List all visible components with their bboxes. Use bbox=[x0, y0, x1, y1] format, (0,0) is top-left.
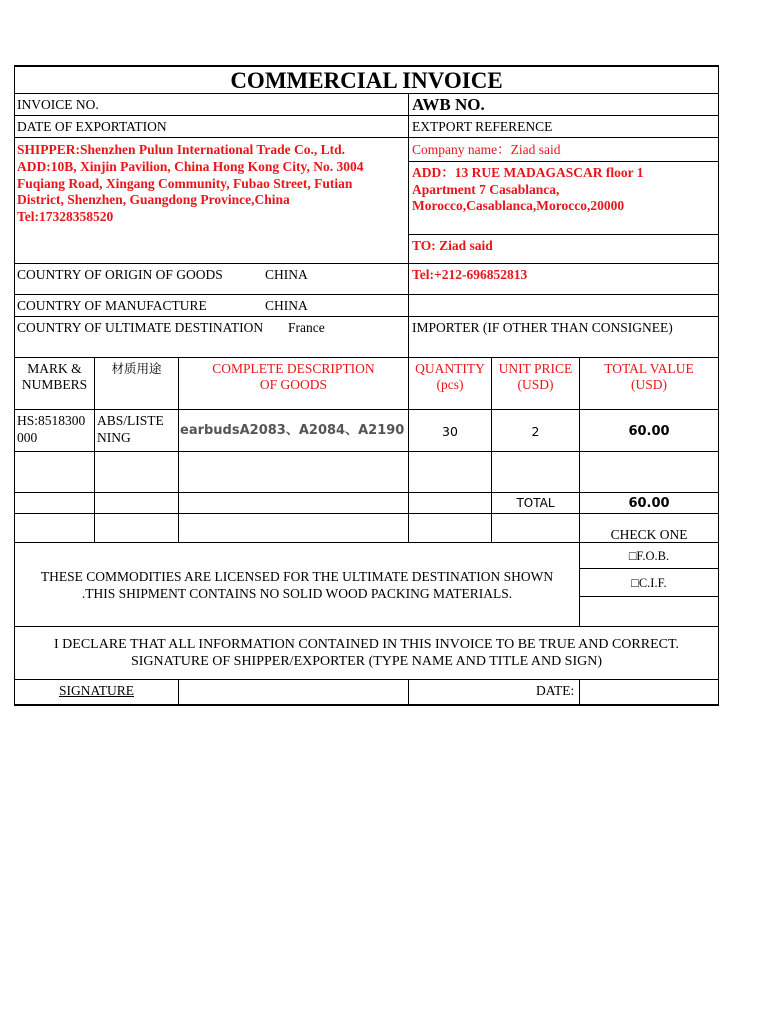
invoice-title: COMMERCIAL INVOICE bbox=[230, 68, 503, 93]
item-total-value: 60.00 bbox=[628, 424, 670, 439]
fob-checkbox[interactable]: □F.O.B. bbox=[628, 549, 670, 563]
rule bbox=[408, 93, 409, 358]
declaration-text: I DECLARE THAT ALL INFORMATION CONTAINED IN THIS INVOICE TO BE TRUE AND CORRECT. bbox=[54, 637, 679, 652]
column-header-quantity: (pcs) bbox=[436, 377, 464, 392]
signature-label: SIGNATURE bbox=[58, 683, 134, 698]
country-destination-value: France bbox=[288, 320, 325, 335]
item-quantity: 30 bbox=[442, 424, 458, 439]
rule bbox=[408, 234, 719, 235]
check-one-label: CHECK ONE bbox=[610, 527, 688, 542]
signature-field[interactable] bbox=[179, 680, 408, 704]
column-header-material: 材质用途 bbox=[111, 361, 162, 376]
rule bbox=[14, 451, 719, 452]
consignee-company: Company name：Ziad said bbox=[412, 142, 561, 157]
rule bbox=[14, 137, 719, 138]
column-header-mark: MARK & bbox=[27, 361, 82, 376]
column-header-total-value: TOTAL VALUE bbox=[604, 361, 694, 376]
hs-code: HS:8518300 bbox=[17, 413, 86, 428]
column-header-unit-price: UNIT PRICE bbox=[498, 361, 573, 376]
wood-packing-statement: .THIS SHIPMENT CONTAINS NO SOLID WOOD PACKING MATERIALS. bbox=[81, 586, 513, 601]
rule bbox=[14, 294, 719, 295]
date-field[interactable] bbox=[580, 680, 718, 704]
rule bbox=[14, 492, 719, 493]
rule bbox=[408, 161, 719, 162]
country-origin-value: CHINA bbox=[265, 267, 308, 282]
consignee-address: ADD：13 RUE MADAGASCAR floor 1 bbox=[412, 165, 644, 180]
invoice-no-label: INVOICE NO. bbox=[17, 97, 99, 112]
column-header-description: COMPLETE DESCRIPTION bbox=[212, 361, 375, 376]
consignee-address: Morocco,Casablanca,Morocco,20000 bbox=[412, 198, 625, 213]
rule-top bbox=[14, 65, 719, 67]
shipper-line: Fuqiang Road, Xingang Community, Fubao Street, Futian bbox=[17, 176, 353, 191]
shipper-line: ADD:10B, Xinjin Pavilion, China Hong Kong City, No. 3004 bbox=[17, 159, 364, 174]
consignee-to: TO: Ziad said bbox=[412, 238, 493, 253]
rule bbox=[14, 263, 719, 264]
column-header-mark: NUMBERS bbox=[21, 377, 88, 392]
rule bbox=[14, 409, 719, 410]
export-reference-label: EXTPORT REFERENCE bbox=[412, 119, 553, 134]
date-label: DATE: bbox=[536, 683, 575, 698]
awb-no-label: AWB NO. bbox=[412, 95, 485, 114]
consignee-address: Apartment 7 Casablanca, bbox=[412, 182, 560, 197]
rule bbox=[14, 316, 719, 317]
shipper-line: Tel:17328358520 bbox=[17, 209, 114, 224]
rule bbox=[14, 357, 719, 358]
date-of-exportation-label: DATE OF EXPORTATION bbox=[17, 119, 167, 134]
hs-code: 000 bbox=[17, 430, 38, 445]
item-description: earbudsA2083、A2084、A2190 bbox=[180, 423, 405, 438]
rule-bottom bbox=[14, 704, 719, 706]
country-destination-label: COUNTRY OF ULTIMATE DESTINATION bbox=[17, 320, 264, 335]
rule bbox=[579, 568, 719, 569]
shipper-line: SHIPPER:Shenzhen Pulun International Trade Co., Ltd. bbox=[17, 142, 346, 157]
license-statement: THESE COMMODITIES ARE LICENSED FOR THE ULTIMATE DESTINATION SHOWN bbox=[40, 569, 554, 584]
shipper-line: District, Shenzhen, Guangdong Province,China bbox=[17, 192, 290, 207]
column-header-quantity: QUANTITY bbox=[415, 361, 485, 376]
cif-checkbox[interactable]: □C.I.F. bbox=[631, 576, 667, 590]
consignee-tel: Tel:+212-696852813 bbox=[412, 267, 528, 282]
rule bbox=[408, 679, 409, 705]
total-value: 60.00 bbox=[628, 496, 670, 511]
item-unit-price: 2 bbox=[531, 424, 540, 439]
material: ABS/LISTE bbox=[97, 413, 164, 428]
declaration-signature-text: SIGNATURE OF SHIPPER/EXPORTER (TYPE NAME AND TITLE AND SIGN) bbox=[130, 654, 603, 669]
rule-right bbox=[718, 65, 719, 706]
column-header-total-value: (USD) bbox=[631, 377, 667, 392]
country-manufacture-value: CHINA bbox=[265, 298, 308, 313]
rule bbox=[14, 513, 719, 514]
country-origin-label: COUNTRY OF ORIGIN OF GOODS bbox=[17, 267, 223, 282]
column-header-description: OF GOODS bbox=[259, 377, 328, 392]
total-label: TOTAL bbox=[516, 496, 555, 510]
rule bbox=[14, 626, 719, 627]
column-header-unit-price: (USD) bbox=[517, 377, 554, 392]
material: NING bbox=[97, 430, 131, 445]
rule bbox=[14, 115, 719, 116]
importer-label: IMPORTER (IF OTHER THAN CONSIGNEE) bbox=[412, 320, 673, 335]
country-manufacture-label: COUNTRY OF MANUFACTURE bbox=[17, 298, 207, 313]
rule bbox=[579, 596, 719, 597]
